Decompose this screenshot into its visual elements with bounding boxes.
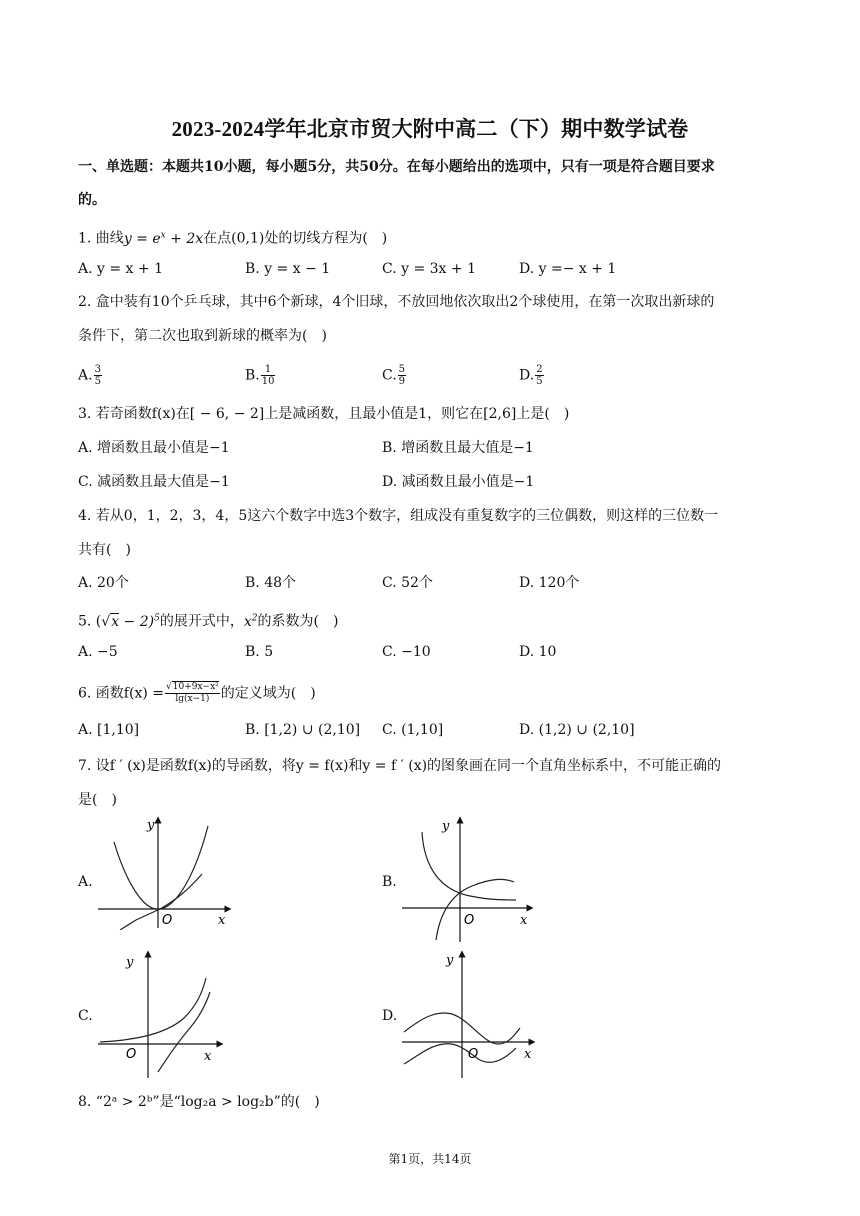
q4-option-c: C. 52个 <box>382 575 433 591</box>
q7c-y-label: y <box>126 955 134 970</box>
q2-a-fraction <box>94 364 102 387</box>
q7-label-d: D. <box>382 1008 398 1024</box>
q5-x2: $x^2$ <box>243 613 258 630</box>
q1-option-a: A. y = x + 1 <box>78 261 163 277</box>
q2-b-label: B. <box>245 367 260 384</box>
q2-option-b <box>245 364 276 387</box>
q7c-curve-upper <box>100 978 206 1042</box>
q7-label-a: A. <box>78 874 93 890</box>
q3-option-a: A. 增函数且最小值是−1 <box>78 440 230 456</box>
q6-den: lg(x−1) <box>175 694 210 704</box>
q5-stem-b: 的展开式中， <box>159 613 244 630</box>
q6-option-b: B. [1,2) ∪ (2,10] <box>245 722 361 738</box>
q7b-curve-increasing <box>436 879 514 940</box>
q7d-origin: O <box>468 1047 479 1062</box>
q2-d-den: 5 <box>536 376 543 387</box>
q7c-curve-lower <box>158 992 210 1072</box>
section-heading: 一、单选题：本题共10小题，每小题5分，共50分。在每小题给出的选项中，只有一项是符合题目要求 <box>78 159 715 175</box>
q5-option-d: D. 10 <box>519 644 557 660</box>
q6-option-c: C. (1,10] <box>382 722 444 738</box>
q5-stem-c: 的系数为( ) <box>257 613 339 630</box>
q6-stem-b: 的定义域为( ) <box>220 685 316 702</box>
q7a-x-label: x <box>218 913 226 928</box>
question-4: 4. 若从0，1，2，3，4，5这六个数字中选3个数字，组成没有重复数字的三位偶数，则这样的三位数一 <box>78 508 719 524</box>
q2-c-den: 9 <box>398 376 406 387</box>
q7d-curve-lower <box>404 1044 516 1064</box>
q7-graph-a <box>96 812 236 930</box>
q6-stem-a: 6. 函数f(x) = <box>78 685 164 702</box>
q7b-curve-decreasing <box>422 832 516 900</box>
q3-option-d: D. 减函数且最小值是−1 <box>382 474 535 490</box>
q7d-y-label: y <box>446 953 454 968</box>
q2-d-fraction <box>535 364 543 387</box>
q7a-curve-parabola <box>114 826 208 909</box>
q7c-origin: O <box>126 1047 137 1062</box>
q2-a-label: A. <box>78 367 93 384</box>
question-1 <box>78 225 387 249</box>
q5-option-b: B. 5 <box>245 644 274 660</box>
section-heading-cont: 的。 <box>78 192 106 208</box>
q2-option-a <box>78 364 103 387</box>
q7b-y-label: y <box>442 819 450 834</box>
q7b-x-label: x <box>520 913 528 928</box>
q2-a-den: 5 <box>94 376 101 387</box>
question-4-cont: 共有( ) <box>78 542 131 558</box>
q7-label-b: B. <box>382 874 397 890</box>
q7c-x-label: x <box>204 1049 212 1064</box>
q5-formula: √x − 2)$^5$ <box>101 613 160 630</box>
question-8: 8. “2ᵃ > 2ᵇ”是“log₂a > log₂b”的( ) <box>78 1094 320 1110</box>
question-3: 3. 若奇函数f(x)在[ − 6, − 2]上是减函数，且最小值是1，则它在[2,6]上是( ) <box>78 406 570 422</box>
q1-stem-b: 在点(0,1)处的切线方程为( ) <box>203 230 388 247</box>
page-title: 2023-2024学年北京市贸大附中高二（下）期中数学试卷 <box>171 117 689 141</box>
q3-option-c: C. 减函数且最大值是−1 <box>78 474 230 490</box>
q6-fraction <box>165 682 220 705</box>
q6-option-d: D. (1,2) ∪ (2,10] <box>519 722 635 738</box>
q7-graph-d <box>400 948 540 1080</box>
q5-option-a: A. −5 <box>78 644 118 660</box>
q1-option-d: D. y =− x + 1 <box>519 261 617 277</box>
q7-graph-b <box>400 812 540 944</box>
q2-option-d <box>519 364 545 387</box>
q5-stem-a: 5. ( <box>78 613 102 630</box>
q2-c-fraction <box>398 364 406 387</box>
q4-option-a: A. 20个 <box>78 575 129 591</box>
q7-graph-c <box>96 948 226 1080</box>
q7a-origin: O <box>162 913 173 928</box>
question-6 <box>78 682 316 705</box>
q7-label-c: C. <box>78 1008 93 1024</box>
q2-d-label: D. <box>519 367 535 384</box>
q6-numerator: √10+9x−x² <box>166 682 219 692</box>
q2-option-c <box>382 364 407 387</box>
q1-stem-a: 1. 曲线 <box>78 230 124 247</box>
q1-option-c: C. y = 3x + 1 <box>382 261 476 277</box>
question-7-cont: 是( ) <box>78 792 117 808</box>
page-footer: 第1页，共14页 <box>388 1152 472 1166</box>
q2-c-num: 5 <box>398 364 406 375</box>
q7a-curve-line <box>120 874 202 930</box>
q4-option-b: B. 48个 <box>245 575 297 591</box>
question-7: 7. 设f ′ (x)是函数f(x)的导函数，将y = f(x)和y = f ′ (x)的图象画在同一个直角坐标系中，不可能正确的 <box>78 758 722 774</box>
q1-option-b: B. y = x − 1 <box>245 261 331 277</box>
q6-option-a: A. [1,10] <box>78 722 140 738</box>
q1-formula: $y = e^x + 2x$ <box>123 230 204 247</box>
question-2: 2. 盒中装有10个乒乓球，其中6个新球，4个旧球，不放回地依次取出2个球使用，在第一次取出新球的 <box>78 294 715 310</box>
question-5 <box>78 608 338 632</box>
q5-option-c: C. −10 <box>382 644 431 660</box>
q2-b-den: 10 <box>261 376 275 387</box>
q3-option-b: B. 增函数且最大值是−1 <box>382 440 534 456</box>
q7b-origin: O <box>464 913 475 928</box>
q6-num: 10+9x−x² <box>172 682 219 692</box>
q2-d-num: 2 <box>536 364 543 375</box>
q2-a-num: 3 <box>94 364 101 375</box>
q4-option-d: D. 120个 <box>519 575 580 591</box>
question-2-cont: 条件下，第二次也取到新球的概率为( ) <box>78 328 327 344</box>
q2-b-fraction <box>261 364 276 387</box>
q7d-x-label: x <box>524 1047 532 1062</box>
q2-c-label: C. <box>382 367 397 384</box>
q2-b-num: 1 <box>261 364 276 376</box>
q7a-y-label: y <box>147 818 155 833</box>
